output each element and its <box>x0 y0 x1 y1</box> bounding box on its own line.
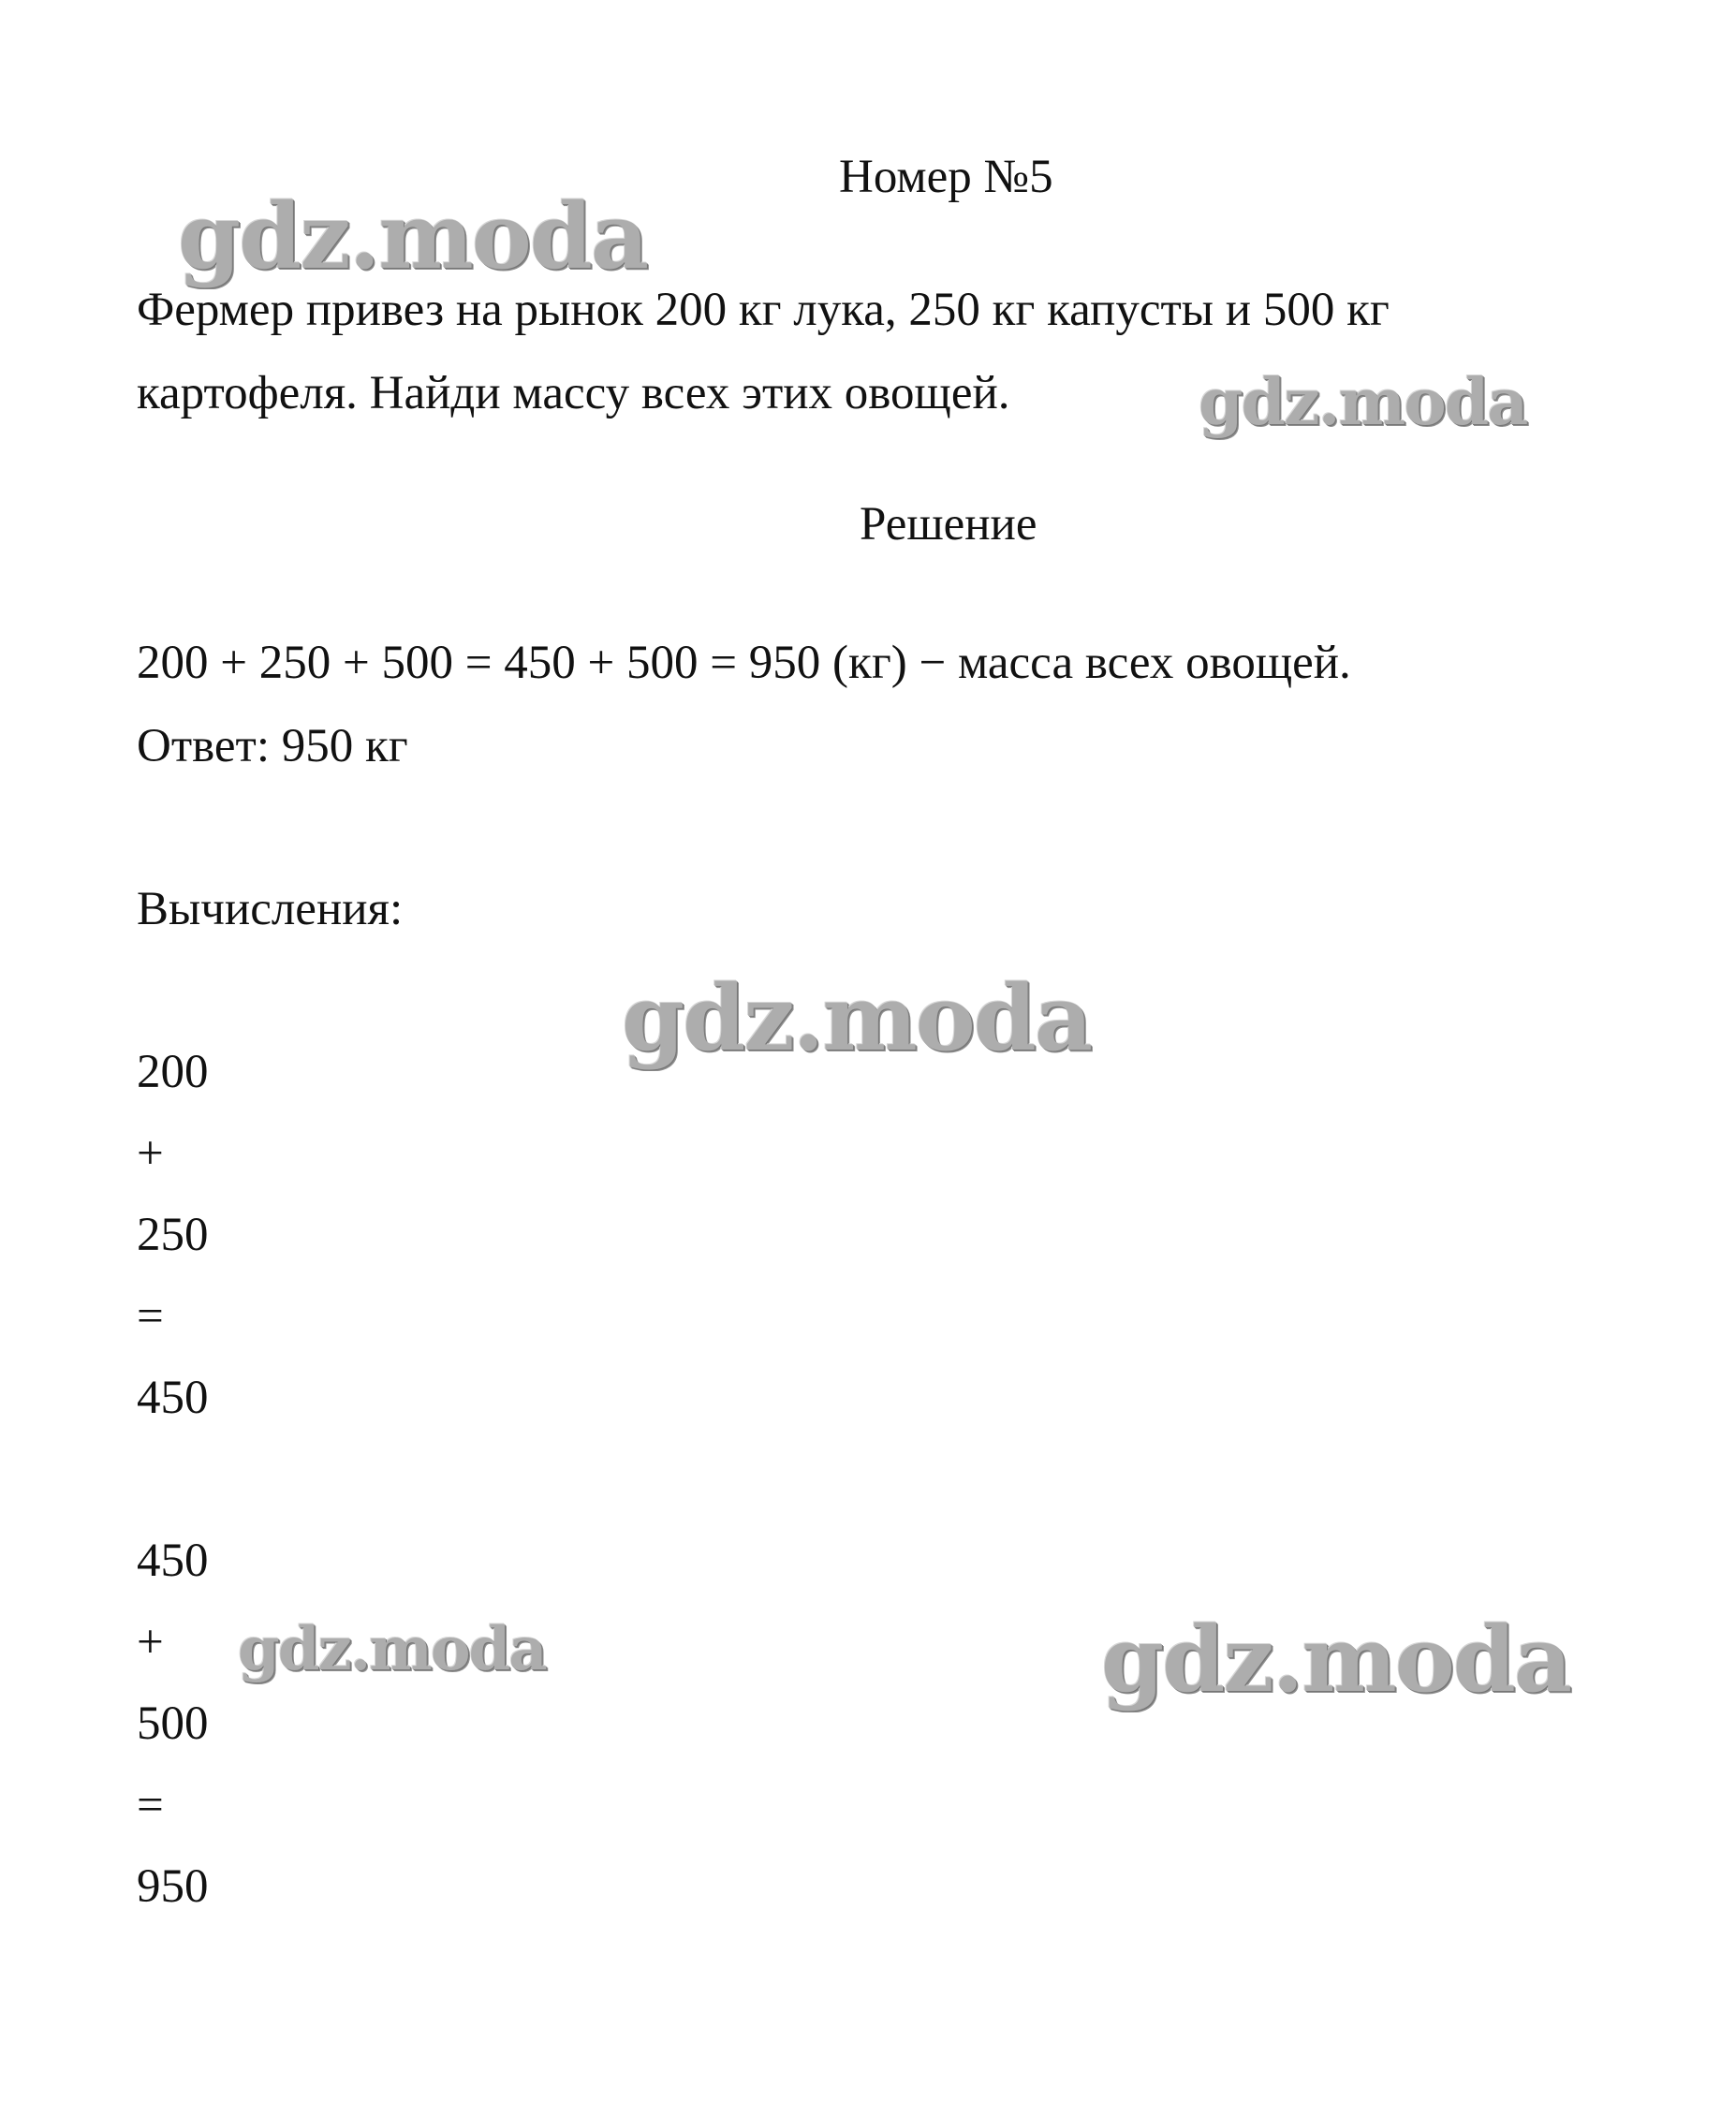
problem-number-title: Номер №5 <box>839 151 1053 203</box>
watermark-lower-right: gdz.moda <box>1101 1607 1571 1712</box>
calc-2-result: 950 <box>137 1860 209 1913</box>
calc-2-equals-sign: = <box>137 1779 164 1831</box>
calc-1-result: 450 <box>137 1372 209 1424</box>
watermark-top-left: gdz.moda <box>178 184 648 289</box>
problem-text-line-1: Фермер привез на рынок 200 кг лука, 250 кг капусты и 500 кг <box>137 284 1390 336</box>
calc-1-equals-sign: = <box>137 1290 164 1343</box>
calc-2-operand-1: 450 <box>137 1535 209 1587</box>
calculations-heading: Вычисления: <box>137 883 404 935</box>
calc-1-operand-1: 200 <box>137 1046 209 1098</box>
watermark-right-of-problem: gdz.moda <box>1199 365 1527 440</box>
solution-expression: 200 + 250 + 500 = 450 + 500 = 950 (кг) − масса всех овощей. <box>137 637 1351 689</box>
solution-heading: Решение <box>860 498 1037 551</box>
calc-2-plus-sign: + <box>137 1616 164 1668</box>
problem-text-line-2: картофеля. Найди массу всех этих овощей. <box>137 367 1010 419</box>
watermark-center: gdz.moda <box>622 965 1092 1071</box>
calc-2-operand-2: 500 <box>137 1697 209 1750</box>
calc-1-operand-2: 250 <box>137 1209 209 1261</box>
watermark-lower-left: gdz.moda <box>238 1614 546 1684</box>
calc-1-plus-sign: + <box>137 1127 164 1180</box>
answer-line: Ответ: 950 кг <box>137 720 408 772</box>
